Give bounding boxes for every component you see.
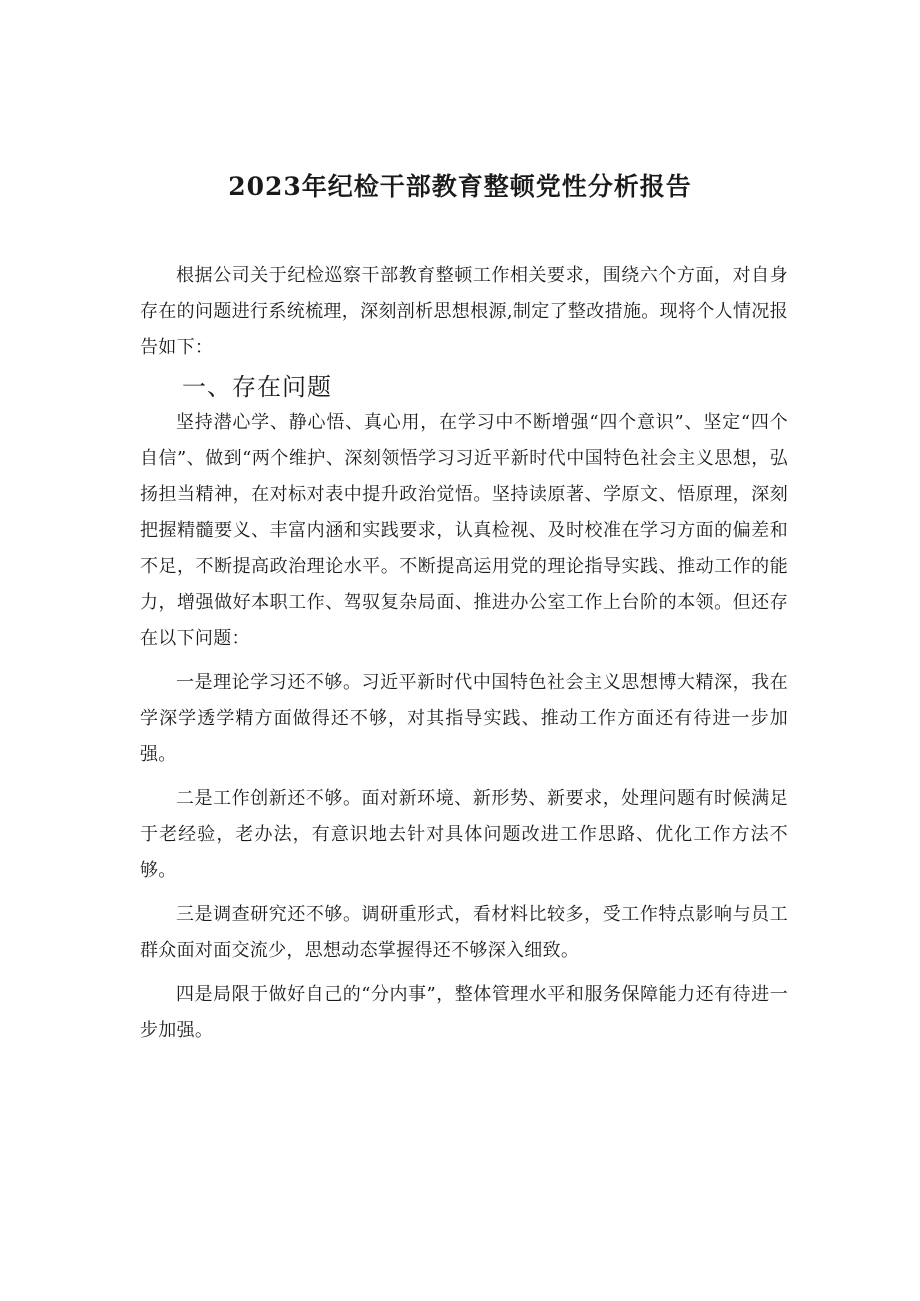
section-heading-problems: 一、存在问题 xyxy=(182,373,332,401)
intro-paragraph: 根据公司关于纪检巡察干部教育整顿工作相关要求，围绕六个方面，对自身存在的问题进行系统梳理，深刻剖析思想根源,制定了整改措施。现将个人情况报告如下： xyxy=(140,265,788,358)
paragraph-problem-4: 四是局限于做好自己的“分内事”，整体管理水平和服务保障能力还有待进一步加强。 xyxy=(140,984,788,1041)
paragraph-problem-1: 一是理论学习还不够。习近平新时代中国特色社会主义思想博大精深，我在学深学透学精方面做得还不够，对其指导实践、推动工作方面还有待进一步加强。 xyxy=(140,672,788,765)
paragraph-problem-3: 三是调查研究还不够。调研重形式，看材料比较多，受工作特点影响与员工群众面对面交流少，思想动态掌握得还不够深入细致。 xyxy=(140,904,788,961)
paragraph-problem-2: 二是工作创新还不够。面对新环境、新形势、新要求，处理问题有时候满足于老经验，老办法，有意识地去针对具体问题改进工作思路、优化工作方法不够。 xyxy=(140,788,788,881)
paragraph-overview: 坚持潜心学、静心悟、真心用，在学习中不断增强“四个意识”、坚定“四个自信”、做到“两个维护、深刻领悟学习习近平新时代中国特色社会主义思想，弘扬担当精神，在对标对表中提升政治觉悟。坚持读原著、学原文、悟原理，深刻把握精髓要义、丰富内涵和实践要求，认真检视、及时校准在学习方面的偏差和不足，不断提高政治理论水平。不断提高运用党的理论指导实践、推动工作的能力，增强做好本职工作、驾驭复杂局面、推进办公室工作上台阶的本领。但还存在以下问题： xyxy=(140,412,788,649)
document-title: 2023年纪检干部教育整顿党性分析报告 xyxy=(228,172,692,201)
document-body xyxy=(140,258,788,1049)
